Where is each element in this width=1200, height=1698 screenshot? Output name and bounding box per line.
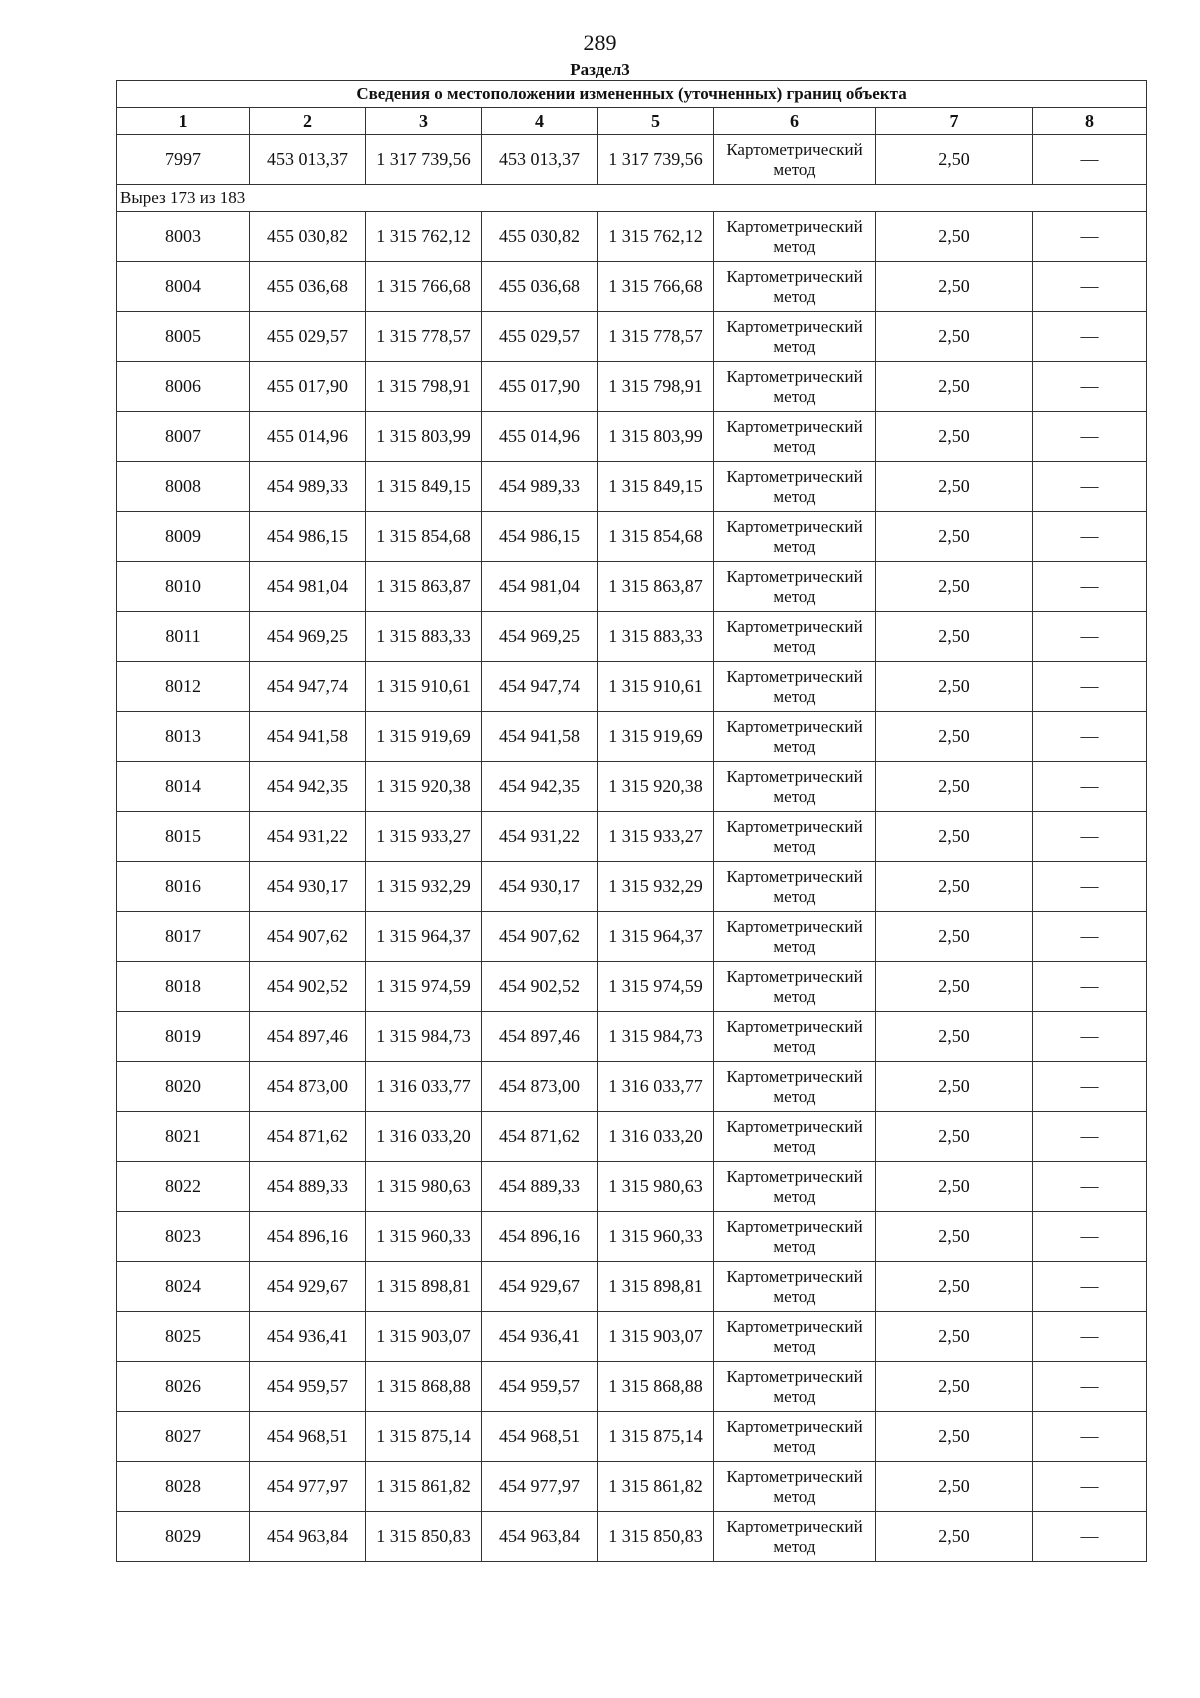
table-cell-col-5: 1 315 778,57 (598, 312, 714, 362)
table-cell-col-1: 8029 (117, 1512, 250, 1562)
table-cell-col-8: — (1033, 812, 1147, 862)
table-cell-col-2: 454 947,74 (250, 662, 366, 712)
table-row (117, 1362, 1147, 1412)
table-cell-col-6: Картометрический метод (714, 712, 876, 762)
table-cell-col-6: Картометрический метод (714, 612, 876, 662)
table-cell-col-4: 454 986,15 (482, 512, 598, 562)
table-cell-col-6: Картометрический метод (714, 1012, 876, 1062)
table-cell-col-1: 7997 (117, 135, 250, 185)
table-row (117, 512, 1147, 562)
table-cell-col-2: 455 029,57 (250, 312, 366, 362)
table-cell-col-6: Картометрический метод (714, 1212, 876, 1262)
table-cell-col-6: Картометрический метод (714, 312, 876, 362)
table-cell-col-1: 8021 (117, 1112, 250, 1162)
table-cell-col-5: 1 315 868,88 (598, 1362, 714, 1412)
table-cell-col-3: 1 315 910,61 (366, 662, 482, 712)
table-cell-col-5: 1 315 920,38 (598, 762, 714, 812)
table-cell-col-8: — (1033, 1362, 1147, 1412)
table-cell-col-8: — (1033, 1212, 1147, 1262)
table-cell-col-5: 1 315 932,29 (598, 862, 714, 912)
table-cell-col-4: 454 969,25 (482, 612, 598, 662)
table-body (117, 135, 1147, 1562)
table-cell-col-1: 8007 (117, 412, 250, 462)
table-cell-col-1: 8003 (117, 212, 250, 262)
section-title: Раздел3 (570, 60, 630, 79)
table-cell-col-7: 2,50 (876, 512, 1033, 562)
table-cell-col-8: — (1033, 1512, 1147, 1562)
table-cell-col-1: 8012 (117, 662, 250, 712)
table-cell-col-5: 1 315 861,82 (598, 1462, 714, 1512)
table-cell-col-8: — (1033, 1062, 1147, 1112)
table-cell-col-6: Картометрический метод (714, 912, 876, 962)
table-row (117, 762, 1147, 812)
table-cell-col-6: Картометрический метод (714, 1312, 876, 1362)
table-cell-col-2: 454 968,51 (250, 1412, 366, 1462)
table-cell-col-3: 1 315 778,57 (366, 312, 482, 362)
table-cell-col-3: 1 315 903,07 (366, 1312, 482, 1362)
table-cell-col-4: 454 942,35 (482, 762, 598, 812)
table-cell-col-5: 1 315 863,87 (598, 562, 714, 612)
table-cell-col-3: 1 315 964,37 (366, 912, 482, 962)
table-cell-col-2: 454 930,17 (250, 862, 366, 912)
table-cell-col-5: 1 315 850,83 (598, 1512, 714, 1562)
table-cell-col-7: 2,50 (876, 662, 1033, 712)
table-cell-col-8: — (1033, 662, 1147, 712)
table-cell-col-2: 455 017,90 (250, 362, 366, 412)
table-row (117, 1012, 1147, 1062)
table-cell-col-3: 1 315 861,82 (366, 1462, 482, 1512)
table-cell-col-6: Картометрический метод (714, 412, 876, 462)
table-cell-col-1: 8018 (117, 962, 250, 1012)
table-cell-col-4: 453 013,37 (482, 135, 598, 185)
table-cell-col-7: 2,50 (876, 1462, 1033, 1512)
table-caption-row (117, 81, 1147, 108)
column-number-2: 2 (250, 108, 366, 135)
table-cell-col-4: 455 029,57 (482, 312, 598, 362)
table-cell-col-7: 2,50 (876, 1012, 1033, 1062)
table-cell-col-7: 2,50 (876, 1212, 1033, 1262)
table-cell-col-4: 454 907,62 (482, 912, 598, 962)
table-row (117, 612, 1147, 662)
table-cell-col-3: 1 315 875,14 (366, 1412, 482, 1462)
table-row (117, 862, 1147, 912)
table-cell-col-8: — (1033, 712, 1147, 762)
table-cell-col-6: Картометрический метод (714, 1262, 876, 1312)
table-cell-col-3: 1 315 960,33 (366, 1212, 482, 1262)
table-cell-col-6: Картометрический метод (714, 1062, 876, 1112)
table-cell-col-3: 1 315 850,83 (366, 1512, 482, 1562)
table-cell-col-2: 454 896,16 (250, 1212, 366, 1262)
table-cell-col-7: 2,50 (876, 1312, 1033, 1362)
table-cell-col-2: 454 981,04 (250, 562, 366, 612)
table-cell-col-5: 1 315 803,99 (598, 412, 714, 462)
table-cell-col-5: 1 315 910,61 (598, 662, 714, 712)
table-row (117, 912, 1147, 962)
table-cell-col-7: 2,50 (876, 212, 1033, 262)
table-cell-col-5: 1 315 964,37 (598, 912, 714, 962)
table-cell-col-7: 2,50 (876, 135, 1033, 185)
table-cell-col-7: 2,50 (876, 962, 1033, 1012)
table-cell-col-4: 455 030,82 (482, 212, 598, 262)
column-number-7: 7 (876, 108, 1033, 135)
table-row (117, 212, 1147, 262)
table-cell-col-8: — (1033, 1312, 1147, 1362)
table-cell-col-1: 8013 (117, 712, 250, 762)
page-number: 289 (583, 30, 617, 55)
table-cell-col-6: Картометрический метод (714, 862, 876, 912)
table-cell-col-4: 455 036,68 (482, 262, 598, 312)
table-cell-col-3: 1 315 984,73 (366, 1012, 482, 1062)
table-cell-col-1: 8025 (117, 1312, 250, 1362)
table-cell-col-2: 454 907,62 (250, 912, 366, 962)
table-cell-col-5: 1 315 898,81 (598, 1262, 714, 1312)
table-cell-col-3: 1 315 898,81 (366, 1262, 482, 1312)
table-cell-col-7: 2,50 (876, 612, 1033, 662)
table-cell-col-7: 2,50 (876, 412, 1033, 462)
table-cell-col-4: 454 936,41 (482, 1312, 598, 1362)
table-row (117, 562, 1147, 612)
table-cell-col-2: 454 936,41 (250, 1312, 366, 1362)
table-cell-col-3: 1 315 919,69 (366, 712, 482, 762)
table-cell-col-4: 454 902,52 (482, 962, 598, 1012)
table-cell-col-1: 8015 (117, 812, 250, 862)
table-cell-col-3: 1 315 980,63 (366, 1162, 482, 1212)
table-cell-col-8: — (1033, 212, 1147, 262)
table-cell-col-2: 454 986,15 (250, 512, 366, 562)
table-cell-col-4: 454 947,74 (482, 662, 598, 712)
table-cell-col-4: 454 989,33 (482, 462, 598, 512)
table-cell-col-8: — (1033, 1112, 1147, 1162)
table-cell-col-7: 2,50 (876, 1062, 1033, 1112)
table-cell-col-8: — (1033, 1412, 1147, 1462)
table-cell-col-6: Картометрический метод (714, 462, 876, 512)
table-row (117, 1212, 1147, 1262)
table-cell-col-2: 454 977,97 (250, 1462, 366, 1512)
table-cell-col-7: 2,50 (876, 1362, 1033, 1412)
table-cell-col-8: — (1033, 462, 1147, 512)
table-cell-col-2: 455 030,82 (250, 212, 366, 262)
table-cell-col-4: 454 968,51 (482, 1412, 598, 1462)
column-number-5: 5 (598, 108, 714, 135)
table-cell-col-5: 1 315 903,07 (598, 1312, 714, 1362)
table-cell-col-3: 1 315 863,87 (366, 562, 482, 612)
table-cell-col-2: 454 873,00 (250, 1062, 366, 1112)
table-cell-col-3: 1 315 932,29 (366, 862, 482, 912)
table-cell-col-6: Картометрический метод (714, 262, 876, 312)
table-row (117, 712, 1147, 762)
table-cell-col-3: 1 315 933,27 (366, 812, 482, 862)
table-cell-col-2: 454 963,84 (250, 1512, 366, 1562)
table-row (117, 412, 1147, 462)
table-row (117, 812, 1147, 862)
table-row (117, 1312, 1147, 1362)
table-cell-col-4: 454 959,57 (482, 1362, 598, 1412)
table-cell-col-8: — (1033, 862, 1147, 912)
table-cell-col-4: 455 014,96 (482, 412, 598, 462)
table-cell-col-1: 8026 (117, 1362, 250, 1412)
section-label: Вырез 173 из 183 (117, 185, 1147, 212)
table-cell-col-5: 1 315 875,14 (598, 1412, 714, 1462)
column-number-1: 1 (117, 108, 250, 135)
table-cell-col-3: 1 315 920,38 (366, 762, 482, 812)
table-row (117, 1162, 1147, 1212)
table-row (117, 462, 1147, 512)
column-numbers-row (117, 108, 1147, 135)
table-cell-col-1: 8022 (117, 1162, 250, 1212)
column-number-4: 4 (482, 108, 598, 135)
table-cell-col-7: 2,50 (876, 862, 1033, 912)
table-cell-col-8: — (1033, 562, 1147, 612)
table-cell-col-3: 1 315 803,99 (366, 412, 482, 462)
table-cell-col-7: 2,50 (876, 262, 1033, 312)
table-cell-col-4: 454 871,62 (482, 1112, 598, 1162)
table-cell-col-8: — (1033, 1262, 1147, 1312)
table-cell-col-7: 2,50 (876, 312, 1033, 362)
table-cell-col-7: 2,50 (876, 562, 1033, 612)
table-cell-col-7: 2,50 (876, 1162, 1033, 1212)
table-row (117, 135, 1147, 185)
table-cell-col-7: 2,50 (876, 712, 1033, 762)
boundary-coordinates-table (116, 80, 1147, 1562)
table-cell-col-6: Картометрический метод (714, 1112, 876, 1162)
table-cell-col-6: Картометрический метод (714, 562, 876, 612)
table-cell-col-7: 2,50 (876, 812, 1033, 862)
table-cell-col-6: Картометрический метод (714, 1362, 876, 1412)
table-cell-col-8: — (1033, 912, 1147, 962)
column-number-6: 6 (714, 108, 876, 135)
table-cell-col-7: 2,50 (876, 1412, 1033, 1462)
table-cell-col-1: 8010 (117, 562, 250, 612)
table-cell-col-6: Картометрический метод (714, 1162, 876, 1212)
table-cell-col-1: 8011 (117, 612, 250, 662)
table-cell-col-5: 1 317 739,56 (598, 135, 714, 185)
table-cell-col-7: 2,50 (876, 1112, 1033, 1162)
table-cell-col-5: 1 315 933,27 (598, 812, 714, 862)
table-cell-col-6: Картометрический метод (714, 212, 876, 262)
table-cell-col-1: 8019 (117, 1012, 250, 1062)
table-cell-col-1: 8014 (117, 762, 250, 812)
table-cell-col-8: — (1033, 612, 1147, 662)
table-cell-col-1: 8017 (117, 912, 250, 962)
table-cell-col-8: — (1033, 362, 1147, 412)
table-cell-col-6: Картометрический метод (714, 662, 876, 712)
section-label-row (117, 185, 1147, 212)
table-cell-col-3: 1 315 883,33 (366, 612, 482, 662)
table-cell-col-2: 454 902,52 (250, 962, 366, 1012)
table-cell-col-1: 8024 (117, 1262, 250, 1312)
table-cell-col-5: 1 315 974,59 (598, 962, 714, 1012)
table-cell-col-2: 455 014,96 (250, 412, 366, 462)
table-cell-col-4: 454 873,00 (482, 1062, 598, 1112)
table-cell-col-2: 454 969,25 (250, 612, 366, 662)
table-cell-col-4: 454 896,16 (482, 1212, 598, 1262)
table-cell-col-7: 2,50 (876, 912, 1033, 962)
table-cell-col-7: 2,50 (876, 762, 1033, 812)
table-cell-col-7: 2,50 (876, 1262, 1033, 1312)
table-cell-col-2: 454 889,33 (250, 1162, 366, 1212)
table-cell-col-6: Картометрический метод (714, 812, 876, 862)
table-cell-col-2: 454 959,57 (250, 1362, 366, 1412)
table-cell-col-4: 454 929,67 (482, 1262, 598, 1312)
table-cell-col-1: 8027 (117, 1412, 250, 1462)
table-cell-col-5: 1 315 883,33 (598, 612, 714, 662)
table-cell-col-8: — (1033, 1462, 1147, 1512)
table-cell-col-5: 1 316 033,20 (598, 1112, 714, 1162)
table-cell-col-6: Картометрический метод (714, 1412, 876, 1462)
table-row (117, 1062, 1147, 1112)
table-cell-col-2: 454 942,35 (250, 762, 366, 812)
table-cell-col-1: 8023 (117, 1212, 250, 1262)
column-number-8: 8 (1033, 108, 1147, 135)
table-cell-col-5: 1 316 033,77 (598, 1062, 714, 1112)
table-cell-col-5: 1 315 766,68 (598, 262, 714, 312)
table-cell-col-3: 1 315 766,68 (366, 262, 482, 312)
table-cell-col-6: Картометрический метод (714, 1462, 876, 1512)
table-cell-col-2: 453 013,37 (250, 135, 366, 185)
table-cell-col-8: — (1033, 962, 1147, 1012)
table-cell-col-1: 8028 (117, 1462, 250, 1512)
table-row (117, 662, 1147, 712)
table-cell-col-2: 454 929,67 (250, 1262, 366, 1312)
table-cell-col-1: 8008 (117, 462, 250, 512)
table-cell-col-3: 1 315 849,15 (366, 462, 482, 512)
table-cell-col-4: 454 981,04 (482, 562, 598, 612)
table-cell-col-4: 454 930,17 (482, 862, 598, 912)
table-cell-col-6: Картометрический метод (714, 762, 876, 812)
table-cell-col-1: 8016 (117, 862, 250, 912)
table-cell-col-7: 2,50 (876, 1512, 1033, 1562)
table-row (117, 1262, 1147, 1312)
table-cell-col-6: Картометрический метод (714, 1512, 876, 1562)
column-number-3: 3 (366, 108, 482, 135)
table-cell-col-4: 454 941,58 (482, 712, 598, 762)
table-row (117, 1512, 1147, 1562)
table-cell-col-6: Картометрический метод (714, 962, 876, 1012)
table-cell-col-5: 1 315 960,33 (598, 1212, 714, 1262)
table-cell-col-2: 455 036,68 (250, 262, 366, 312)
table-cell-col-5: 1 315 980,63 (598, 1162, 714, 1212)
table-cell-col-1: 8006 (117, 362, 250, 412)
table-row (117, 262, 1147, 312)
table-cell-col-5: 1 315 762,12 (598, 212, 714, 262)
table-cell-col-4: 454 977,97 (482, 1462, 598, 1512)
table-cell-col-8: — (1033, 512, 1147, 562)
table-cell-col-8: — (1033, 1162, 1147, 1212)
table-cell-col-7: 2,50 (876, 462, 1033, 512)
table-cell-col-2: 454 989,33 (250, 462, 366, 512)
table-cell-col-2: 454 931,22 (250, 812, 366, 862)
table-cell-col-3: 1 315 868,88 (366, 1362, 482, 1412)
table-cell-col-3: 1 315 854,68 (366, 512, 482, 562)
table-cell-col-8: — (1033, 262, 1147, 312)
table-cell-col-4: 454 963,84 (482, 1512, 598, 1562)
table-cell-col-7: 2,50 (876, 362, 1033, 412)
table-row (117, 312, 1147, 362)
table-header (117, 81, 1147, 135)
table-cell-col-6: Картометрический метод (714, 512, 876, 562)
table-cell-col-3: 1 315 762,12 (366, 212, 482, 262)
table-cell-col-5: 1 315 854,68 (598, 512, 714, 562)
table-cell-col-3: 1 316 033,77 (366, 1062, 482, 1112)
table-cell-col-3: 1 316 033,20 (366, 1112, 482, 1162)
table-row (117, 962, 1147, 1012)
table-cell-col-1: 8009 (117, 512, 250, 562)
table-cell-col-4: 454 931,22 (482, 812, 598, 862)
table-cell-col-3: 1 315 974,59 (366, 962, 482, 1012)
table-cell-col-5: 1 315 984,73 (598, 1012, 714, 1062)
table-cell-col-5: 1 315 798,91 (598, 362, 714, 412)
table-cell-col-8: — (1033, 412, 1147, 462)
table-cell-col-4: 454 889,33 (482, 1162, 598, 1212)
table-cell-col-8: — (1033, 312, 1147, 362)
table-cell-col-6: Картометрический метод (714, 362, 876, 412)
table-cell-col-6: Картометрический метод (714, 135, 876, 185)
table-cell-col-4: 454 897,46 (482, 1012, 598, 1062)
table-row (117, 1462, 1147, 1512)
table-cell-col-2: 454 871,62 (250, 1112, 366, 1162)
table-cell-col-1: 8020 (117, 1062, 250, 1112)
table-cell-col-4: 455 017,90 (482, 362, 598, 412)
table-cell-col-8: — (1033, 762, 1147, 812)
table-cell-col-5: 1 315 919,69 (598, 712, 714, 762)
table-cell-col-1: 8004 (117, 262, 250, 312)
table-cell-col-8: — (1033, 1012, 1147, 1062)
table-row (117, 362, 1147, 412)
table-row (117, 1412, 1147, 1462)
table-cell-col-2: 454 941,58 (250, 712, 366, 762)
table-caption: Сведения о местоположении измененных (уточненных) границ объекта (117, 81, 1147, 108)
table-cell-col-5: 1 315 849,15 (598, 462, 714, 512)
table-cell-col-2: 454 897,46 (250, 1012, 366, 1062)
table-cell-col-3: 1 315 798,91 (366, 362, 482, 412)
table-cell-col-8: — (1033, 135, 1147, 185)
table-cell-col-3: 1 317 739,56 (366, 135, 482, 185)
table-row (117, 1112, 1147, 1162)
table-cell-col-1: 8005 (117, 312, 250, 362)
